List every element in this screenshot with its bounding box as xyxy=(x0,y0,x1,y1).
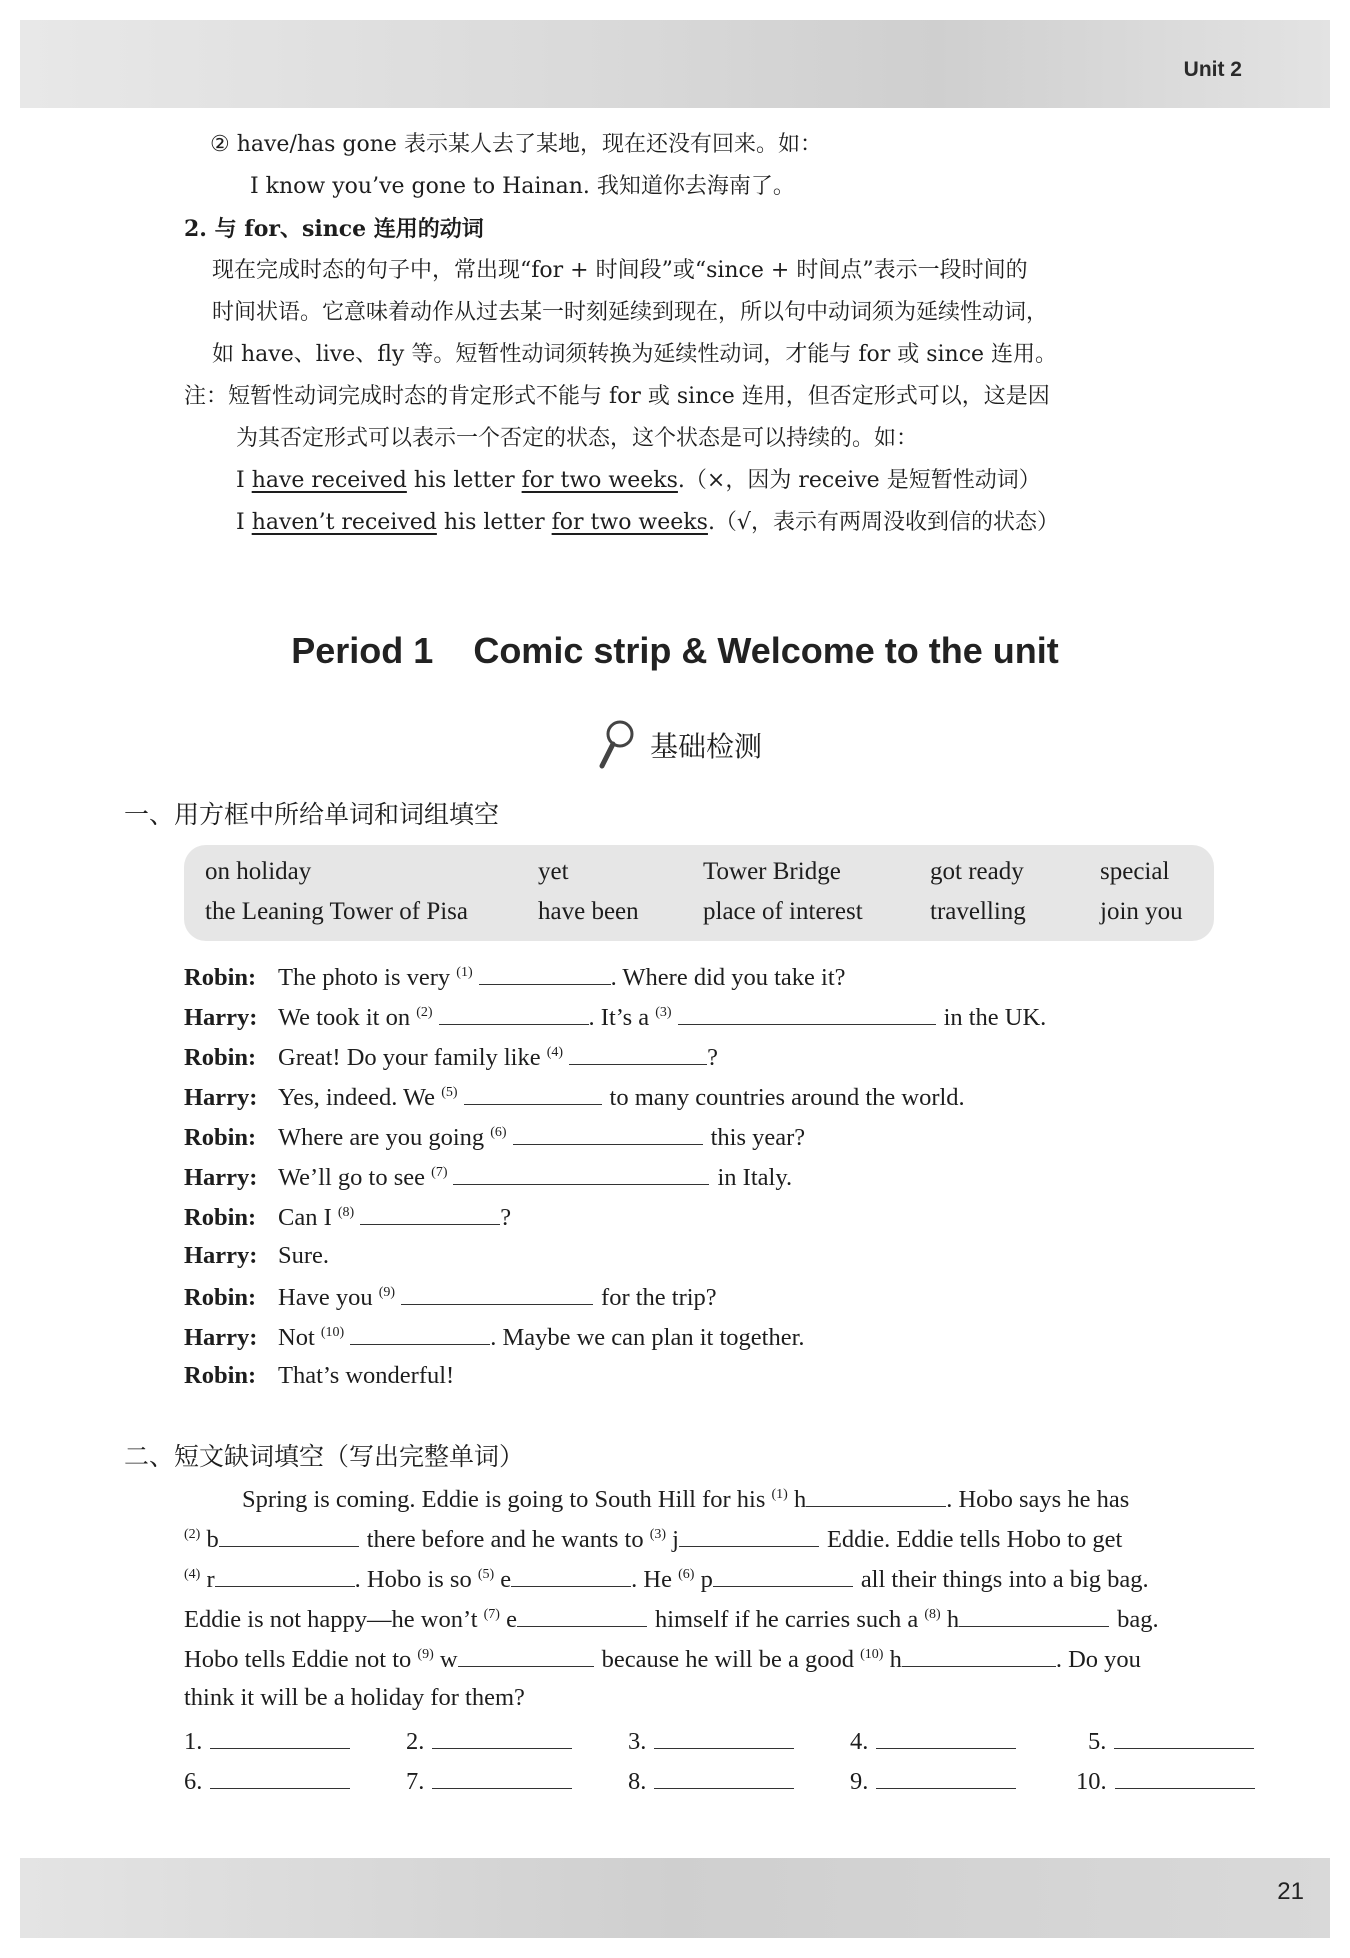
grammar-paragraph-line: 如 have、live、fly 等。短暂性动词须转换为延续性动词，才能与 for 或 since 连用。 xyxy=(212,342,1058,367)
note-line: 注：短暂性动词完成时态的肯定形式不能与 for 或 since 连用，但否定形式可以，这是因 xyxy=(184,384,1050,409)
passage-line: Spring is coming. Eddie is going to South Hill for his $^{(1)}$ h . Hobo says he has xyxy=(242,1486,1130,1513)
answer-item: 4. xyxy=(850,1726,1016,1756)
answer-item: 9. xyxy=(850,1766,1016,1796)
answer-blank[interactable] xyxy=(654,1726,794,1749)
dialogue-line: Harry: We’ll go to see $^{(7)}$ in Italy. xyxy=(184,1164,793,1191)
passage-line: $^{(2)}$ b there before and he wants to $^{(3)}$ j Eddie. Eddie tells Hobo to get xyxy=(184,1526,1123,1553)
note-line: 为其否定形式可以表示一个否定的状态，这个状态是可以持续的。如： xyxy=(236,426,919,451)
dialogue-line: Harry: Yes, indeed. We $^{(5)}$ to many countries around the world. xyxy=(184,1084,965,1111)
passage-line: think it will be a holiday for them? xyxy=(184,1684,525,1711)
dialogue-line: Robin: That’s wonderful! xyxy=(184,1362,455,1389)
answer-blank[interactable] xyxy=(210,1766,350,1789)
grammar-paragraph-line: 现在完成时态的句子中，常出现“for + 时间段”或“since + 时间点”表示一段时间的 xyxy=(212,258,1028,283)
page-title: Period 1 Comic strip & Welcome to the unit xyxy=(291,630,1059,671)
magnifier-icon xyxy=(598,718,638,772)
answer-blank[interactable] xyxy=(876,1726,1016,1749)
answer-blank[interactable] xyxy=(654,1766,794,1789)
word-option: Tower Bridge xyxy=(703,858,841,885)
grammar-example: I know you’ve gone to Hainan. 我知道你去海南了。 xyxy=(250,174,795,199)
answer-item: 10. xyxy=(1076,1766,1255,1796)
word-box xyxy=(184,845,1214,941)
answer-blank[interactable] xyxy=(453,1162,709,1185)
answer-blank[interactable] xyxy=(219,1524,359,1547)
answer-item: 2. xyxy=(406,1726,572,1756)
answer-item: 1. xyxy=(184,1726,350,1756)
answer-blank[interactable] xyxy=(432,1726,572,1749)
answer-blank[interactable] xyxy=(458,1644,594,1667)
grammar-paragraph-line: 时间状语。它意味着动作从过去某一时刻延续到现在，所以句中动词须为延续性动词， xyxy=(212,300,1049,325)
answer-item: 3. xyxy=(628,1726,794,1756)
answer-item: 6. xyxy=(184,1766,350,1796)
answer-blank[interactable] xyxy=(432,1766,572,1789)
word-option: place of interest xyxy=(703,898,863,925)
answer-blank[interactable] xyxy=(439,1002,589,1025)
answer-blank[interactable] xyxy=(464,1082,602,1105)
dialogue-line: Harry: Sure. xyxy=(184,1242,330,1269)
word-option: have been xyxy=(538,898,639,925)
answer-blank[interactable] xyxy=(513,1122,703,1145)
basic-check-label: 基础检测 xyxy=(650,730,763,763)
dialogue-line: Harry: We took it on $^{(2)}$ . It’s a $^{(3)}$ in the UK. xyxy=(184,1004,1047,1031)
basic-check-heading xyxy=(598,718,762,772)
answer-blank[interactable] xyxy=(1115,1766,1255,1789)
passage-line: $^{(4)}$ r . Hobo is so $^{(5)}$ e . He $^{(6)}$ p all their things into a big bag. xyxy=(184,1566,1149,1593)
section-heading: 一、用方框中所给单词和词组填空 xyxy=(124,800,500,829)
answer-blank[interactable] xyxy=(511,1564,631,1587)
passage-line: Eddie is not happy—he won’t $^{(7)}$ e himself if he carries such a $^{(8)}$ h bag. xyxy=(184,1606,1159,1633)
answer-item: 5. xyxy=(1088,1726,1254,1756)
answer-blank[interactable] xyxy=(210,1726,350,1749)
note-example: I have received his letter for two weeks.（×，因为 receive 是短暂性动词） xyxy=(236,468,1041,493)
word-option: the Leaning Tower of Pisa xyxy=(205,898,469,925)
header-divider xyxy=(20,108,1300,122)
answer-item: 8. xyxy=(628,1766,794,1796)
answer-blank[interactable] xyxy=(215,1564,355,1587)
word-option: join you xyxy=(1100,898,1183,925)
word-option: special xyxy=(1100,858,1170,885)
answer-blank[interactable] xyxy=(713,1564,853,1587)
dialogue-line: Robin: Great! Do your family like $^{(4)}$ ? xyxy=(184,1044,718,1071)
answer-blank[interactable] xyxy=(401,1282,593,1305)
answer-blank[interactable] xyxy=(902,1644,1056,1667)
answer-blank[interactable] xyxy=(679,1524,819,1547)
answer-blank[interactable] xyxy=(350,1322,490,1345)
word-option: got ready xyxy=(930,858,1024,885)
header-band xyxy=(20,20,1330,108)
word-option: yet xyxy=(538,858,569,885)
answer-blank[interactable] xyxy=(360,1202,500,1225)
answer-blank[interactable] xyxy=(806,1484,946,1507)
answer-blank[interactable] xyxy=(1114,1726,1254,1749)
dialogue-line: Robin: Can I $^{(8)}$ ? xyxy=(184,1204,512,1231)
answer-blank[interactable] xyxy=(517,1604,647,1627)
dialogue-line: Robin: The photo is very $^{(1)}$ . Where did you take it? xyxy=(184,964,846,991)
dialogue-line: Robin: Have you $^{(9)}$ for the trip? xyxy=(184,1284,717,1311)
dialogue-line: Harry: Not $^{(10)}$ . Maybe we can plan it together. xyxy=(184,1324,805,1351)
answer-blank[interactable] xyxy=(959,1604,1109,1627)
footer-band xyxy=(20,1858,1330,1938)
answer-item: 7. xyxy=(406,1766,572,1796)
answer-blank[interactable] xyxy=(569,1042,707,1065)
word-option: on holiday xyxy=(205,858,312,885)
answer-blank[interactable] xyxy=(876,1766,1016,1789)
note-example: I haven’t received his letter for two weeks.（√，表示有两周没收到信的状态） xyxy=(236,510,1059,535)
grammar-line: ② have/has gone 表示某人去了某地，现在还没有回来。如： xyxy=(210,132,822,157)
unit-label: Unit 2 xyxy=(1183,58,1242,81)
passage-line: Hobo tells Eddie not to $^{(9)}$ w because he will be a good $^{(10)}$ h . Do you xyxy=(184,1646,1141,1673)
page-number: 21 xyxy=(1277,1878,1304,1905)
answer-blank[interactable] xyxy=(678,1002,936,1025)
word-option: travelling xyxy=(930,898,1026,925)
answer-blank[interactable] xyxy=(479,962,611,985)
section-heading: 二、短文缺词填空（写出完整单词） xyxy=(124,1442,525,1471)
dialogue-line: Robin: Where are you going $^{(6)}$ this year? xyxy=(184,1124,806,1151)
grammar-heading: 2. 与 for、since 连用的动词 xyxy=(184,216,484,242)
